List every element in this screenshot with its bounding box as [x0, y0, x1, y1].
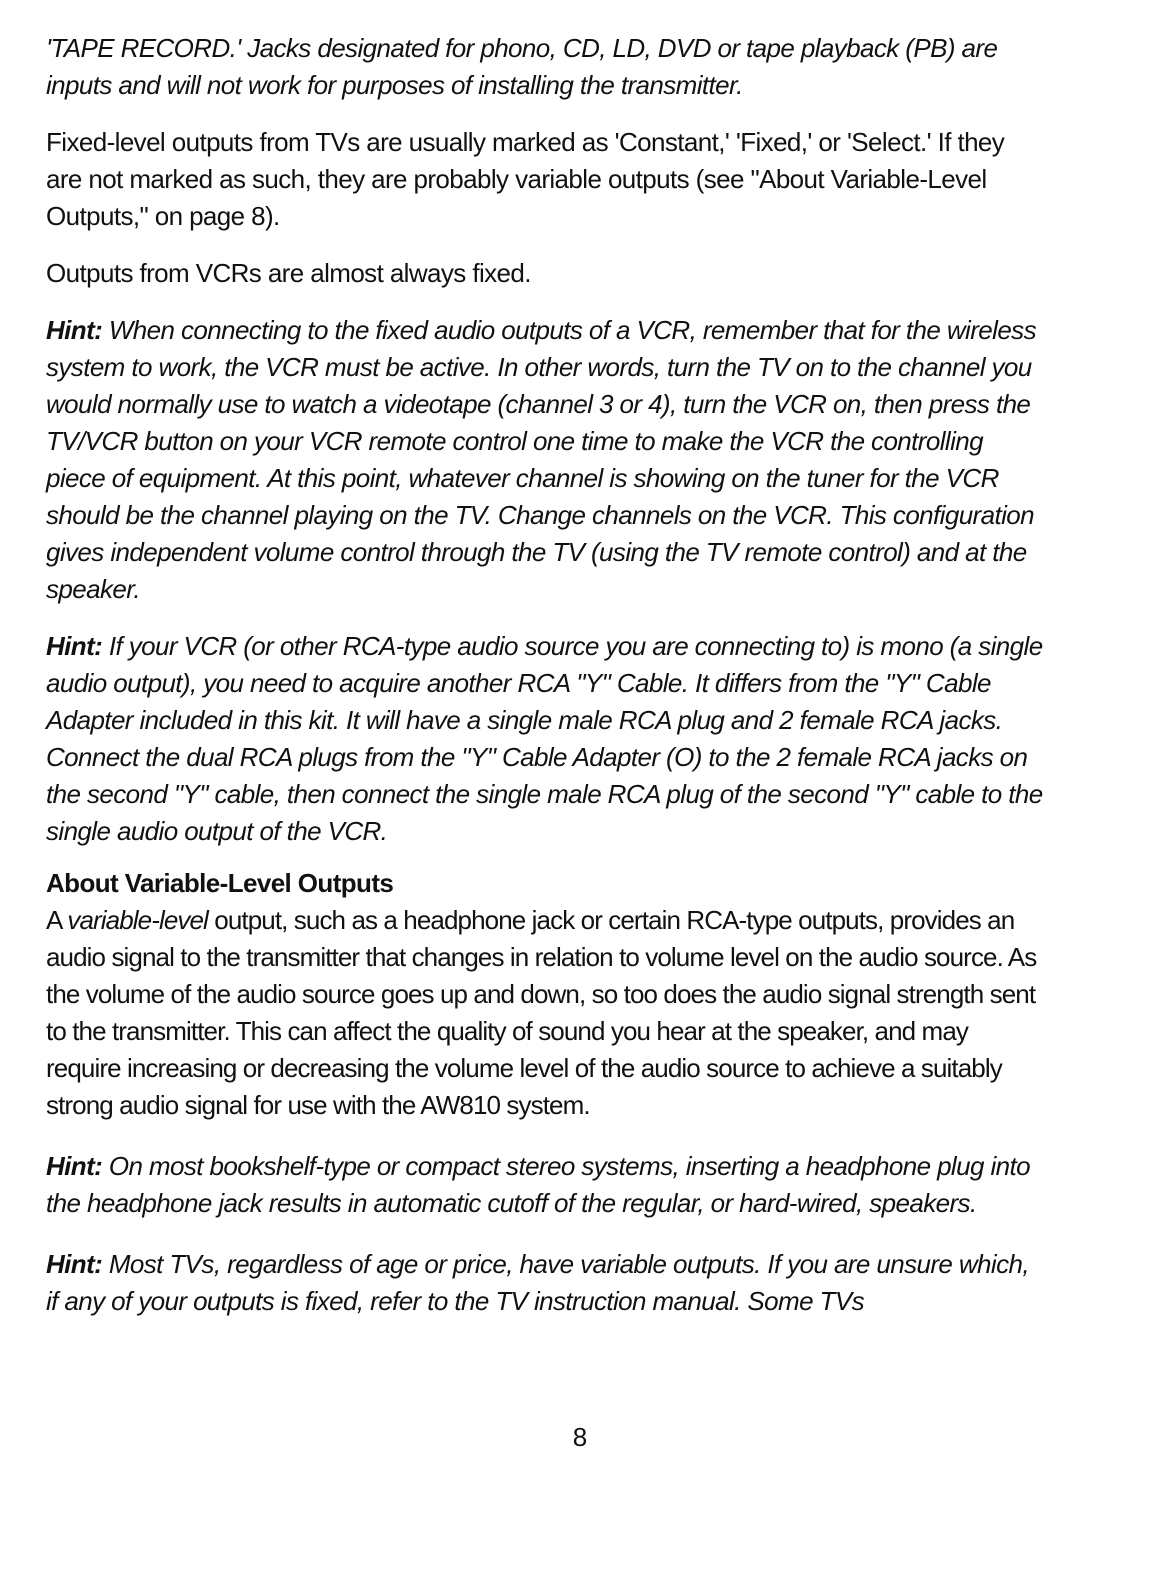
hint-text: Most TVs, regardless of age or price, have variable outputs. If you are unsure which, if any of your outputs is fixed, refer to the TV instruction manual. Some TVs — [46, 1249, 1029, 1316]
hint-label: Hint: — [46, 631, 103, 661]
section-heading-variable-level-outputs: About Variable-Level Outputs — [46, 868, 394, 898]
hint-tv-variable-outputs — [46, 1246, 1046, 1320]
manual-page-content — [46, 30, 1046, 1320]
hint-mono-vcr — [46, 628, 1046, 850]
paragraph-variable-level-description — [46, 902, 1046, 1124]
term-variable-level: variable-level — [67, 905, 208, 935]
section-body: output, such as a headphone jack or certain RCA-type outputs, provides an audio signal to the transmitter that changes in relation to volume level on the audio source. As the volume of the audio source goes up and down, so too does the audio signal strength sent to the transmitter. This can affect the quality of sound you hear at the speaker, and may require increasing or decreasing the volume level of the audio source to achieve a suitably strong audio signal for use with the AW810 system. — [46, 905, 1037, 1120]
hint-headphone-cutoff — [46, 1148, 1046, 1222]
hint-text: On most bookshelf-type or compact stereo systems, inserting a headphone plug into the headphone jack results in automatic cutoff of the regular, or hard-wired, speakers. — [46, 1151, 1030, 1218]
paragraph-fixed-level-outputs: Fixed-level outputs from TVs are usually marked as 'Constant,' 'Fixed,' or 'Select.' If they are not marked as such, they are probably variable outputs (see "About Variable-Level Outputs," on page 8). — [46, 127, 1005, 231]
hint-label: Hint: — [46, 1249, 103, 1279]
page-number: 8 — [572, 1422, 588, 1452]
hint-vcr-active — [46, 312, 1046, 608]
hint-text: If your VCR (or other RCA-type audio source you are connecting to) is mono (a single audio output), you need to acquire another RCA "Y" Cable. It differs from the "Y" Cable Adapter included in this kit. It will have a single male RCA plug and 2 female RCA jacks. Connect the dual RCA plugs from the "Y" Cable Adapter (O) to the 2 female RCA jacks on the second "Y" cable, then connect the single male RCA plug of the second "Y" cable to the single audio output of the VCR. — [46, 631, 1043, 846]
hint-text: When connecting to the fixed audio outputs of a VCR, remember that for the wireless system to work, the VCR must be active. In other words, turn the TV on to the channel you would normally use to watch a videotape (channel 3 or 4), turn the VCR on, then press the TV/VCR button on your VCR remote control one time to make the VCR the controlling piece of equipment. At this point, whatever channel is showing on the tuner for the VCR should be the channel playing on the TV. Change channels on the VCR. This configuration gives independent volume control through the TV (using the TV remote control) and at the speaker. — [46, 315, 1036, 604]
section-intro: A — [46, 905, 68, 935]
hint-label: Hint: — [46, 315, 103, 345]
hint-label: Hint: — [46, 1151, 103, 1181]
paragraph-vcr-outputs: Outputs from VCRs are almost always fixed. — [46, 258, 531, 288]
paragraph-tape-record-note: 'TAPE RECORD.' Jacks designated for phono, CD, LD, DVD or tape playback (PB) are inputs and will not work for purposes of installing the transmitter. — [46, 33, 998, 100]
